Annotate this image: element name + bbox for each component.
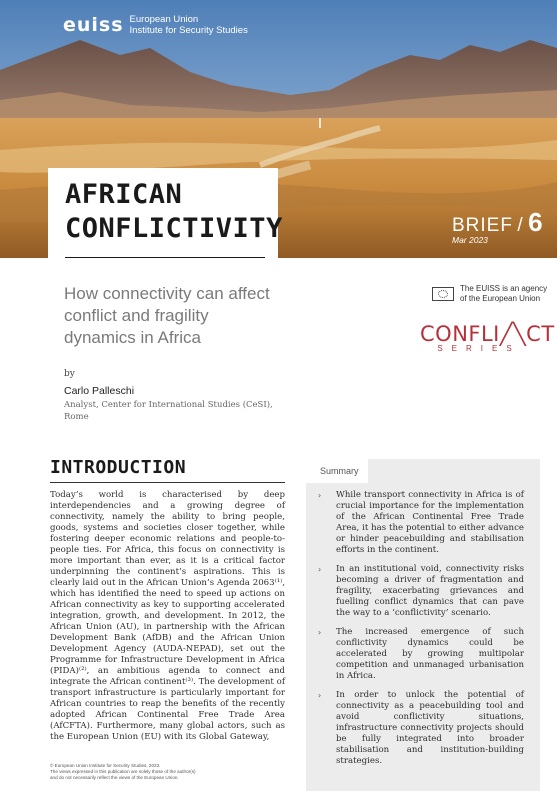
cover-title-box bbox=[48, 168, 283, 258]
summary-item-text: The increased emergence of such conflictivity dynamics could be accelerated by growing multipolar competition and unmanaged urbanisation in Africa. bbox=[336, 627, 524, 681]
summary-item bbox=[318, 490, 524, 556]
copyright-footer bbox=[50, 763, 290, 781]
introduction-heading: INTRODUCTION bbox=[50, 457, 187, 478]
bullet-arrow-icon: › bbox=[318, 565, 322, 574]
summary-item-text: While transport connectivity in Africa is of crucial importance for the implementation of the African Continental Free Trade Area, it has the potential to either advance or hinder peacebuilding and stabilisation efforts in the continent. bbox=[336, 490, 524, 555]
brief-number: 6 bbox=[528, 207, 543, 237]
cover-title-line-2: CONFLICTIVITY bbox=[65, 213, 283, 244]
logo-line-1: European Union bbox=[129, 14, 199, 25]
footer-line-1: © European Union Institute for Security Studies, 2023. bbox=[50, 763, 161, 768]
summary-item-text: In an institutional void, connectivity risks becoming a driver of fragmentation and fragility, exacerbating grievances and fuelling conflict dynamics that can pave the way to a ‘conflictivity’ scenario. bbox=[336, 564, 524, 618]
cover-title bbox=[65, 178, 283, 246]
logo-line-2: Institute for Security Studies bbox=[129, 25, 248, 36]
eu-agency-line-1: The EUISS is an agency bbox=[460, 284, 548, 293]
eu-agency-text bbox=[460, 284, 547, 303]
series-wordmark: CONFLI╱╲CT bbox=[420, 322, 555, 346]
summary-item-text: In order to unlock the potential of connectivity as a peacebuilding tool and avoid conflictivity situations, infrastructure connectivity projects should be fully integrated into broader stabilisation and institution-building strategies. bbox=[336, 690, 524, 766]
eu-agency-note bbox=[432, 284, 547, 303]
brief-label: BRIEF bbox=[452, 215, 513, 236]
footer-line-2: The views expressed in this publication are solely those of the author(s) bbox=[50, 769, 196, 774]
series-label: SERIES bbox=[437, 344, 521, 353]
eu-agency-line-2: of the European Union bbox=[460, 293, 541, 303]
brief-subtitle: How connectivity can affect conflict and fragility dynamics in Africa bbox=[64, 284, 270, 347]
brief-number-badge bbox=[452, 207, 543, 245]
brief-slash: / bbox=[517, 215, 524, 236]
bullet-arrow-icon: › bbox=[318, 691, 322, 700]
euiss-logo bbox=[63, 14, 248, 36]
publication-date: Mar 2023 bbox=[452, 235, 488, 245]
title-divider bbox=[65, 257, 265, 258]
author-name: Carlo Palleschi bbox=[64, 385, 135, 397]
footer-line-3: and do not necessarily reflect the views of the European Union. bbox=[50, 775, 179, 780]
summary-tab bbox=[306, 459, 368, 483]
summary-item bbox=[318, 564, 524, 619]
summary-list bbox=[318, 490, 524, 775]
bullet-arrow-icon: › bbox=[318, 628, 322, 637]
byline-prefix: by bbox=[64, 369, 75, 379]
summary-tab-label: Summary bbox=[320, 466, 359, 476]
summary-item bbox=[318, 627, 524, 682]
conflict-series-logo bbox=[420, 322, 555, 353]
cover-title-line-1: AFRICAN bbox=[65, 179, 183, 210]
summary-item bbox=[318, 690, 524, 767]
eu-flag-icon bbox=[432, 287, 454, 301]
introduction-divider bbox=[50, 482, 285, 483]
logo-text bbox=[130, 14, 248, 36]
bullet-arrow-icon: › bbox=[318, 491, 322, 500]
introduction-body: Today’s world is characterised by deep interdependencies and a growing degree of connectivity, namely the ability to bring people, goods, systems and societies closer together, while fostering deeper economic relations and people-to-people ties. For Africa, this focus on connectivity is more important than ever, as it is a critical factor underpinning the continent’s aspirations. This is clearly laid out in the African Union’s Agenda 2063⁽¹⁾, which has identified the need to speed up actions on African connectivity as key to supporting accelerated integration, growth, and development. In 2012, the African Union (AU), in partnership with the African Development Bank (AfDB) and the African Union Development Agency (AUDA-NEPAD), set out the Programme for Infrastructure Development in Africa (PIDA)⁽²⁾, an ambitious agenda to connect and integrate the African continent⁽³⁾. The development of transport infrastructure is particularly important for African countries to reap the benefits of the recently adopted African Continental Free Trade Area (AfCFTA). Furthermore, many global actors, such as the European Union (EU) with its Global Gateway, bbox=[50, 490, 285, 742]
logo-mark: euiss bbox=[63, 14, 124, 36]
author-affiliation: Analyst, Center for International Studies (CeSI), Rome bbox=[64, 400, 273, 422]
